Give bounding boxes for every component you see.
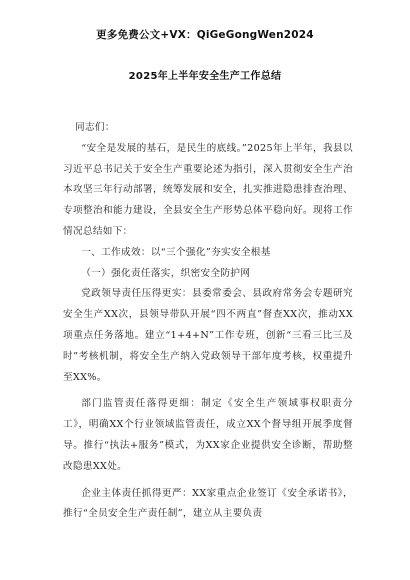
body-paragraph: 企业主体责任抓得更严：XX家重点企业签订《安全承诺书》，推行“全员安全生产责任制”，建立从主要负责 — [63, 487, 353, 520]
watermark-header: 更多免费公文+VX：QiGeGongWen2024 — [96, 29, 314, 41]
body-paragraph: 部门监管责任落得更细：制定《安全生产领域事权职责分工》，明确XX个行业领域监管责任，成立XX个督导组开展季度督导。推行“执法+服务”模式，为XX家企业提供安全诊断，帮助整改隐患XX处。 — [63, 398, 353, 472]
salutation: 同志们： — [75, 122, 115, 133]
subsection-heading: （一）强化责任落实，织密安全防护网 — [81, 267, 251, 279]
section-heading: 一、工作成效：以“三个强化”夯实安全根基 — [81, 246, 271, 258]
body-paragraph: 党政领导责任压得更实：县委常委会、县政府常务会专题研究安全生产XX次，县领导带队开展“四不两直”督查XX次，推动XX项重点任务落地。建立“1+4+N”工作专班，创新“三看三比三及时”考核机制，将安全生产纳入党政领导干部年度考核，权重提升至XX%。 — [63, 288, 353, 383]
document-title: 2025年上半年安全生产工作总结 — [128, 71, 282, 82]
document-body — [63, 118, 353, 525]
intro-paragraph: “安全是发展的基石，是民生的底线。”2025年上半年，我县以习近平总书记关于安全生产重要论述为指引，深入贯彻安全生产治本攻坚三年行动部署，统筹发展和安全，扎实推进隐患排查治理、专项整治和能力建设，全县安全生产形势总体平稳向好。现将工作情况总结如下： — [63, 142, 353, 237]
